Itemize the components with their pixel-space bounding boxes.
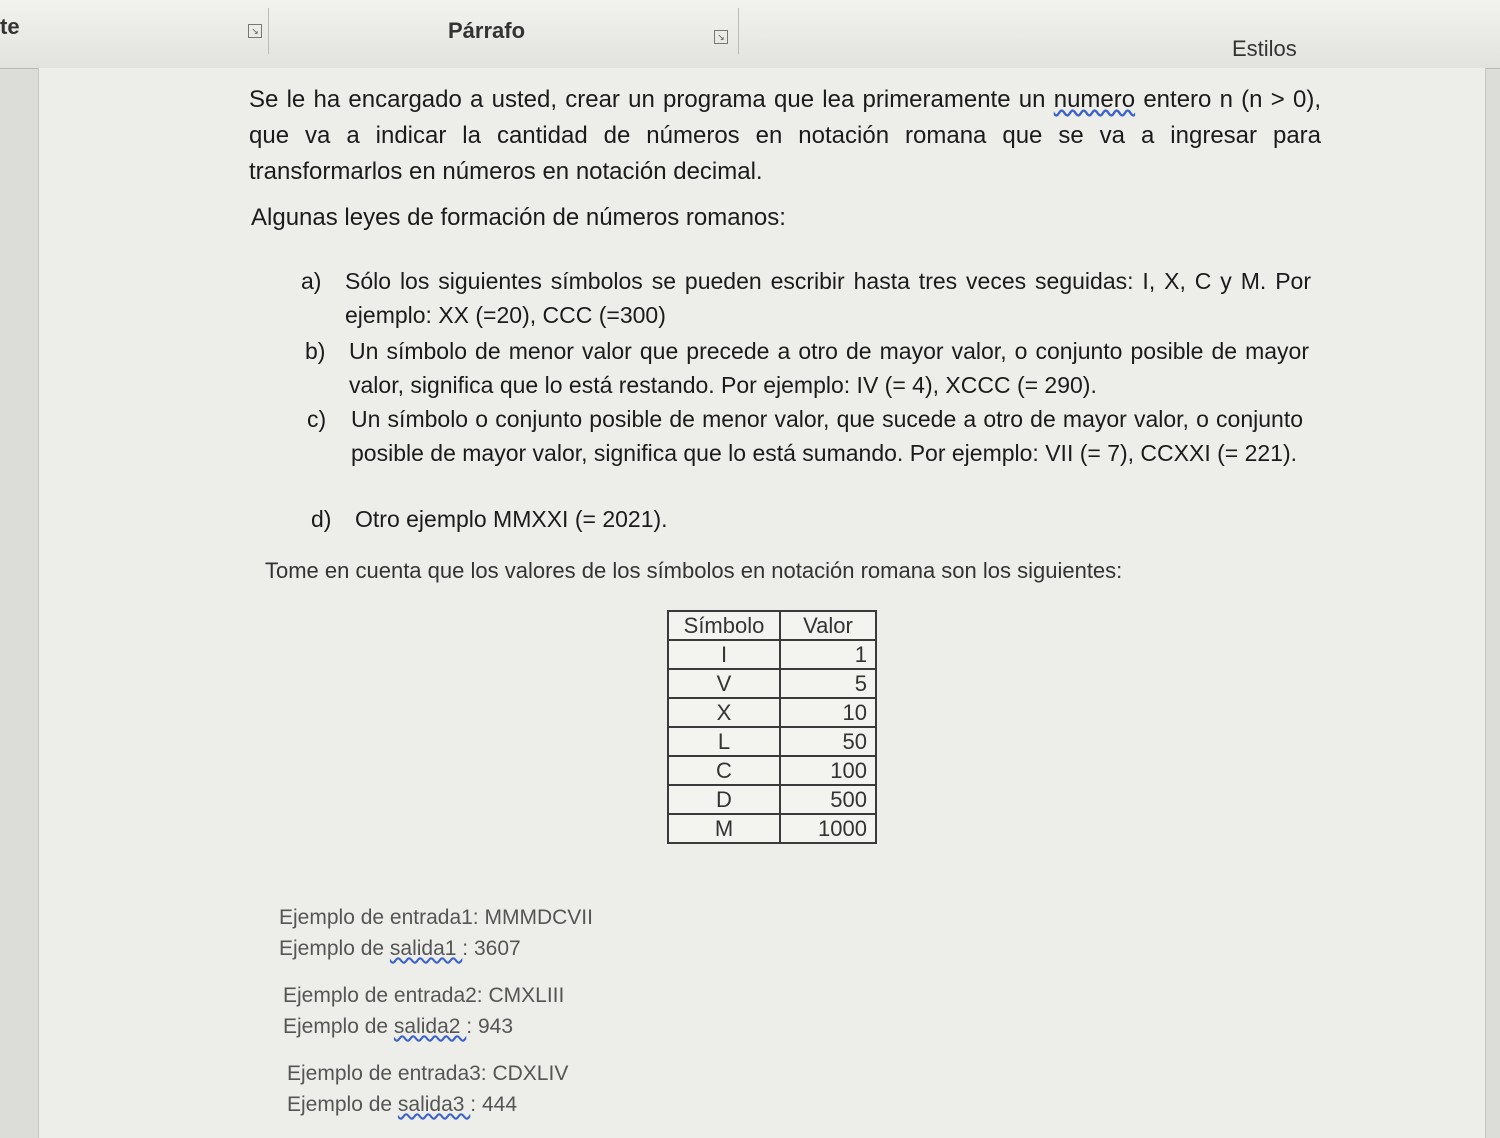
table-row <box>668 756 876 785</box>
table-cell-value: 1000 <box>780 814 876 843</box>
ribbon-separator <box>268 8 269 54</box>
example-output <box>287 1089 568 1120</box>
table-cell-symbol: I <box>668 640 780 669</box>
table-row <box>668 640 876 669</box>
table-row <box>668 814 876 843</box>
table-cell-value: 5 <box>780 669 876 698</box>
example-output <box>283 1011 564 1042</box>
example-output-prefix: Ejemplo de <box>283 1015 394 1038</box>
table-cell-value: 50 <box>780 727 876 756</box>
intro-paragraph[interactable] <box>249 82 1321 190</box>
table-row <box>668 698 876 727</box>
table-cell-symbol: C <box>668 756 780 785</box>
rule-text: Un símbolo de menor valor que precede a otro de mayor valor, o conjunto posible de mayor valor, significa que lo está restando. Por ejemplo: IV (= 4), XCCC (= 290). <box>349 338 1309 398</box>
table-header-value: Valor <box>780 611 876 640</box>
example-output-suffix: : 943 <box>466 1015 514 1038</box>
document-page[interactable] <box>38 68 1486 1138</box>
ribbon-group-label-left: te <box>0 14 20 39</box>
spellcheck-flagged-word[interactable]: salida1 <box>389 937 463 960</box>
table-row <box>668 785 876 814</box>
example-output-prefix: Ejemplo de <box>287 1093 398 1116</box>
rule-item-c[interactable] <box>307 402 1303 470</box>
rule-item-d[interactable] <box>311 502 1295 536</box>
table-header-row <box>668 611 876 640</box>
rule-item-a[interactable] <box>301 264 1311 332</box>
spellcheck-flagged-word[interactable]: numero <box>1053 86 1136 113</box>
example-block-2[interactable] <box>283 980 564 1042</box>
table-cell-value: 10 <box>780 698 876 727</box>
spellcheck-flagged-word[interactable]: salida3 <box>397 1093 471 1116</box>
spellcheck-flagged-word[interactable]: salida2 <box>393 1015 467 1038</box>
example-block-1[interactable] <box>279 902 593 964</box>
table-row <box>668 669 876 698</box>
example-input: Ejemplo de entrada1: MMMDCVII <box>279 906 593 929</box>
rule-text: Un símbolo o conjunto posible de menor valor, que sucede a otro de mayor valor, o conjunto posible de mayor valor, significa que lo está sumando. Por ejemplo: VII (= 7), CCXXI (= 221). <box>351 406 1303 466</box>
example-block-3[interactable] <box>287 1058 568 1120</box>
table-cell-value: 1 <box>780 640 876 669</box>
rule-marker: d) <box>311 506 332 532</box>
ribbon-group-label-paragraph: Párrafo <box>448 18 526 43</box>
example-input: Ejemplo de entrada2: CMXLIII <box>283 984 565 1007</box>
example-output-suffix: : 444 <box>470 1093 518 1116</box>
table-note: Tome en cuenta que los valores de los símbolos en notación romana son los siguientes: <box>265 558 1123 583</box>
example-input: Ejemplo de entrada3: CDXLIV <box>287 1062 569 1085</box>
rule-text: Otro ejemplo MMXXI (= 2021). <box>355 506 668 532</box>
table-row <box>668 727 876 756</box>
ribbon-separator <box>738 8 739 54</box>
example-output <box>279 933 593 964</box>
rule-text: Sólo los siguientes símbolos se pueden escribir hasta tres veces seguidas: I, X, C y M. Por ejemplo: XX (=20), CCC (=300) <box>345 268 1311 328</box>
table-cell-symbol: X <box>668 698 780 727</box>
table-cell-value: 500 <box>780 785 876 814</box>
example-output-prefix: Ejemplo de <box>279 937 390 960</box>
table-cell-symbol: D <box>668 785 780 814</box>
paragraph-dialog-launcher-icon[interactable]: ↘ <box>714 30 728 44</box>
table-cell-symbol: L <box>668 727 780 756</box>
table-header-symbol: Símbolo <box>668 611 780 640</box>
intro-text-part1: Se le ha encargado a usted, crear un programa que lea primeramente un <box>249 86 1054 113</box>
rule-marker: b) <box>305 338 326 364</box>
rules-heading: Algunas leyes de formación de números romanos: <box>251 204 786 231</box>
table-cell-value: 100 <box>780 756 876 785</box>
example-output-suffix: : 3607 <box>462 937 521 960</box>
table-cell-symbol: M <box>668 814 780 843</box>
rule-item-b[interactable] <box>305 334 1309 402</box>
roman-values-table[interactable] <box>667 610 877 844</box>
rule-marker: a) <box>301 268 322 294</box>
ribbon-group-label-styles: Estilos <box>1232 36 1297 61</box>
rule-marker: c) <box>307 406 327 432</box>
ribbon <box>0 0 1500 69</box>
dialog-launcher-icon[interactable]: ↘ <box>248 24 262 38</box>
table-cell-symbol: V <box>668 669 780 698</box>
intro-text-part2: entero n (n > 0), que va a indicar la cantidad de números en notación romana que se va a ingresar para transformarlos en números en notación decimal. <box>249 86 1321 185</box>
